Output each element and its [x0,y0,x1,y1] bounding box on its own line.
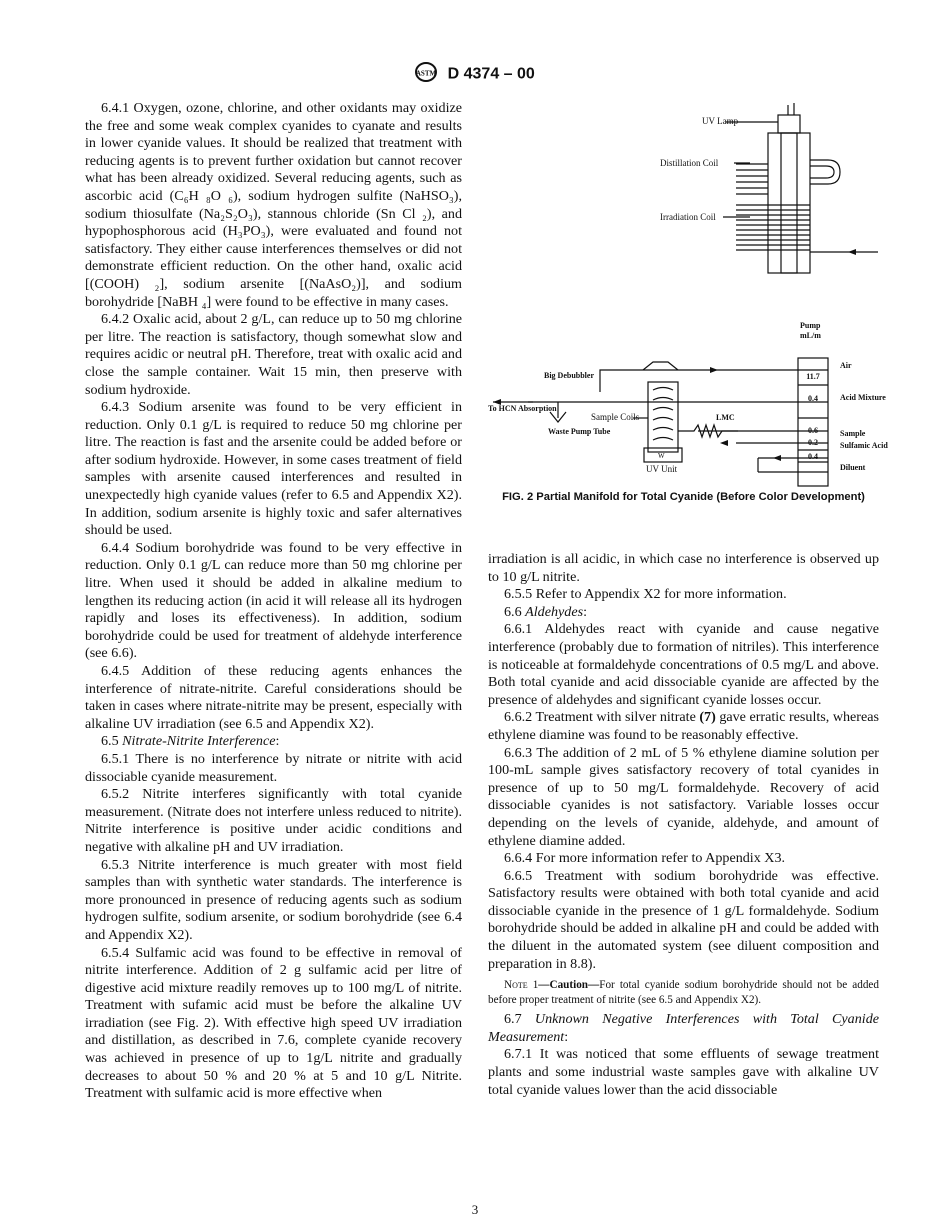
flow-rate-value: 0.2 [808,438,818,447]
label-to-hcn: To HCN Absorption [488,404,557,413]
right-column [488,551,879,1099]
section-6-5-heading: 6.5 Nitrate-Nitrite Interference: [101,733,280,750]
section-6-6-heading: 6.6 Aldehydes: [504,603,587,620]
flow-rate-value: 0.4 [808,452,818,461]
note-text: For total cyanide sodium borohydride should not be added before proper treatment of nitrite (see 6.5 and Appendix X2). [488,979,879,1006]
label-sample-coils: Sample Coils [591,412,640,422]
section-number: 6.5 [101,733,119,750]
para-6-4-1: 6.4.1 Oxygen, ozone, chlorine, and other oxidants may oxidize the free and some weak complex cyanides to cyanate and results in lower cyanide values. It should be realized that treatment with reducing agents is to prevent further oxidation but cannot recover what has been already oxidized. Several reducing agents, such as ascorbic acid (C₆H ₈O ₆), sodium hydrogen sulfite (NaHSO₃), sodium thiosulfate (Na₂S₂O₃), stannous chloride (Sn Cl ₂), and hypophosphorous acid (H₃PO₃), were evaluated and found not satisfactory. They either cause interferences themselves or did not demonstrate efficient reduction. On the other hand, oxalic acid [(COOH) ₂], sodium arsenite [(NaAsO₂)], and sodium borohydride [NaBH ₄] were found to be effective in many cases. [85,100,462,310]
label-pump: Pump [800,321,821,330]
section-number: 6.7 [504,1011,522,1028]
para-6-5-5: 6.5.5 Refer to Appendix X2 for more information. [504,586,787,603]
section-number: 6.6 [504,603,522,620]
para-6-4-3: 6.4.3 Sodium arsenite was found to be very efficient in reduction. Only 0.1 g/L is required to reduce 50 mg chlorine per litre. The reaction is fast and the arsenite could be added before or after sodium hydroxide. However, in some cases treatment of field samples with arsenite caused interferences and resulted in unexpectedly high cyanide values (refer to 6.5 and Appendix X2). In addition, sodium arsenite is highly toxic and safer alternatives should be used. [85,399,462,539]
figure-caption: FIG. 2 Partial Manifold for Total Cyanide (Before Color Development) [502,491,865,503]
page-number: 3 [471,1202,479,1217]
para-6-6-2 [488,709,879,744]
label-diluent: Diluent [840,463,866,472]
para-6-5-4: 6.5.4 Sulfamic acid was found to be effective in removal of nitrite interference. Addition of 2 g sulfamic acid per litre of digestive acid mixture readily removes up to 100 mg/L of nitrite. Treatment with sufamic acid must be before the alkaline UV irradiation (see Fig. 2). With effective high speed UV irradiation and distillation, as described in 7.6, complete cyanide recovery was achieved in presence of up to 1g/L nitrite and gradually decreases to about 50 % and 20 % at 5 and 10 g/L Nitrite. Treatment with sulfamic acid is more effective when [85,944,462,1102]
manifold-diagram [488,100,888,490]
page-header [0,62,950,87]
label-pump-units: mL/m [800,331,821,340]
label-uv-lamp: UV Lamp [702,116,739,126]
label-uv-unit: UV Unit [646,464,678,474]
label-waste-pump-tube: Waste Pump Tube [548,427,611,436]
para-6-6-2-b: gave erratic results, whereas ethylene diamine was found to be reasonably effective. [488,709,879,743]
label-distillation-coil: Distillation Coil [660,158,719,168]
flow-rate-value: 0.6 [808,426,818,435]
left-column [85,100,462,1103]
section-6-7-heading: 6.7 Unknown Negative Interferences with Total Cyanide Measurement: [488,1011,879,1045]
flow-rate-value: 11.7 [806,372,820,381]
para-6-6-1: 6.6.1 Aldehydes react with cyanide and cause negative interference (probably due to formation of nitriles). This interference is noticeable at formaldehyde concentrations of 0.5 mg/L and above. Both total cyanide and acid dissociable cyanide are affected by the presence of aldehydes and significant cyanide losses occur. [488,621,879,708]
label-w: W [658,452,665,460]
para-6-5-1: 6.5.1 There is no interference by nitrate or nitrite with acid dissociable cyanide measurement. [85,750,462,785]
para-6-5-2: 6.5.2 Nitrite interferes significantly with total cyanide measurement. (Nitrate does not interfere unless reduced to nitrite). Nitrite interference is positive under acidic conditions and negative with alkaline pH and UV irradiation. [85,786,462,855]
note-label: Note 1 [504,979,539,992]
para-6-5-4-continued: irradiation is all acidic, in which case no interference is observed up to 10 g/L nitrite. [488,551,879,585]
label-acid-mixture: Acid Mixture [840,393,886,402]
section-title: Nitrate-Nitrite Interference [122,733,276,750]
label-sample: Sample [840,429,866,438]
label-air: Air [840,361,852,370]
para-6-6-5: 6.6.5 Treatment with sodium borohydride was effective. Satisfactory results were obtained with both total cyanide and acid dissociable cyanide in the presence of 1 g/L formaldehyde. Sodium borohydride should be added in alkaline pH and could be added with the diluent in the automated system (see diluent composition and preparation in 8.8). [488,867,879,972]
para-6-6-2-a: 6.6.2 Treatment with silver nitrate [504,709,696,726]
logo-text: ASTM [416,69,437,78]
para-6-6-3: 6.6.3 The addition of 2 mL of 5 % ethylene diamine solution per 100-mL sample gives satisfactory recovery of total cyanides in presence of up to 50 mg/L formaldehyde. Recovery of acid dissociable cyanides is not satisfactory. Variable losses occur depending on the levels of cyanide, aldehyde, and amount of ethylene diamine added. [488,744,879,849]
section-title: Aldehydes [525,603,584,620]
label-lmc: LMC [716,413,735,422]
note-caution: —Caution— [538,979,600,992]
para-6-4-4: 6.4.4 Sodium borohydride was found to be very effective in reduction. Only 0.1 g/L can reduce more than 50 mg chlorine per litre. When used it should be added in alkaline medium to lengthen its reducing action (in acid it will release all its hydrogen rapidly and loses its effectiveness). In addition, sodium borohydride could be used for treatment of aldehyde interference (see 6.6). [85,539,462,662]
label-big-debubbler: Big Debubbler [544,371,595,380]
note-1 [488,978,879,1007]
para-6-4-5: 6.4.5 Addition of these reducing agents enhances the interference of nitrate-nitrite. Careful considerations should be taken in cases where nitrate-nitrite may be present, especially with alkaline UV irradiation (see 6.5 and Appendix X2). [85,663,462,732]
figure-2 [488,100,888,540]
section-title: Unknown Negative Interferences with Total Cyanide Measurement [488,1011,879,1045]
para-6-4-2: 6.4.2 Oxalic acid, about 2 g/L, can reduce up to 50 mg chlorine per litre. The reaction is satisfactory, though somewhat slow and requires acidic or neutral pH. Therefore, treat with oxalic acid and close the sample container. Wait 15 min, then preserve with sodium hydroxide. [85,311,462,398]
para-6-5-3: 6.5.3 Nitrite interference is much greater with most field samples than with synthetic water standards. The interference is more pronounced in presence of reducing agents such as sodium hydrogen sulfite, sodium arsenite, or sodium borohydride (see 6.4 and Appendix X2). [85,856,462,943]
reference-7: (7) [699,709,716,726]
para-6-7-1: 6.7.1 It was noticed that some effluents of sewage treatment plants and some industrial waste samples gave with alkaline UV total cyanide values lower than the acid dissociable [488,1046,879,1098]
label-irradiation-coil: Irradiation Coil [660,212,716,222]
astm-logo [415,62,437,87]
para-6-6-4: 6.6.4 For more information refer to Appendix X3. [504,850,786,867]
flow-rate-value: 0.4 [808,394,818,403]
label-sulfamic-acid: Sulfamic Acid [840,441,888,450]
standard-designation: D 4374 – 00 [447,65,535,83]
